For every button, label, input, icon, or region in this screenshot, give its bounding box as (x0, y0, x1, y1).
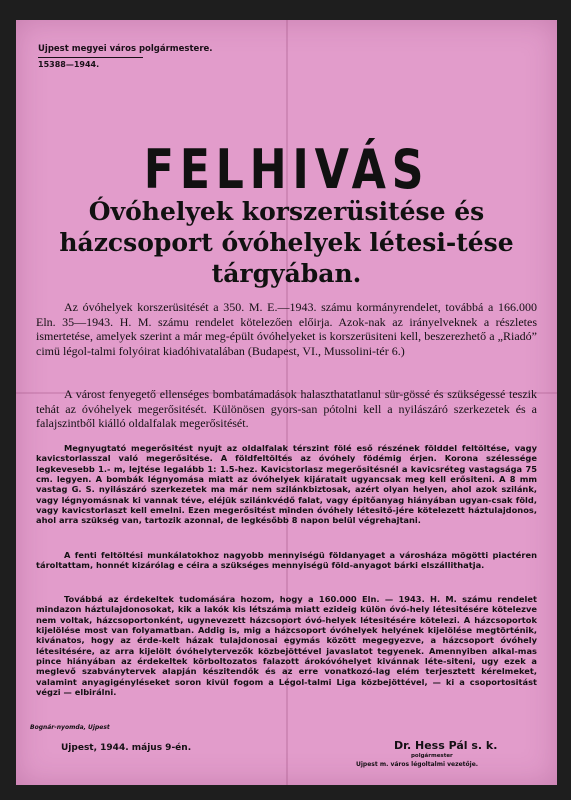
signer-title: polgármester (411, 753, 453, 759)
poster-sheet (16, 20, 557, 785)
notice-title: FELHIVÁS (143, 138, 430, 201)
paragraph-reinforcement: Megnyugtató megerősitést nyujt az oldalfalak térszint fölé eső részének földdel feltöltése, vagy kavicstorlasszal való megerősitése. A földfeltöltés az óvóhely födémig érjen. Korona szélessége legkevesebb 1.- m, lejtése legalább 1: 1.5-hez. Kavicstorlasz megerősitésnél a kavicsréteg vastagsága 75 cm. legyen. A bombák légnyomása miatt az óvóhelyek kijáratait ugyancsak meg kell erősiteni. A 8 mm vastag G. S. nyilászáró szerkezetek ma már nem szilánkbiztosak, azért olyan helyen, ahol azok szilánk, vagy légnyomásnak ki vannak téve, eléjük szilánkvédő falat, vagy épitőanyag hiányában ugyan-csak föld, vagy kavicstorlaszt kell emelni. Ezen megerősitést minden óvóhely létesitő-jére kötelezett háztulajdonos, ahol arra szükség van, tartozik azonnal, de legkésőbb 8 napon belül végrehajtani. (36, 443, 537, 526)
paragraph-regulations: Az óvóhelyek korszerüsitését a 350. M. E.—1943. számu kormányrendelet, továbbá a 166.000 Eln. 35—1943. H. M. számu rendelet kötelezően előirja. Azok-nak az irányelveknek a részletes ismertetése, amelyek szerint a már meg-épült óvóhelyeket is korszerüsiteni kell, beszerezhető a „Riadó” cimü légol-talmi folyóirat kiadóhivatalában (Budapest, VI., Mussolini-tér 6.) (36, 300, 537, 358)
paragraph-group-shelters: Továbbá az érdekeltek tudomására hozom, hogy a 160.000 Eln. — 1943. H. M. számu rendelet mindazon háztulajdonosokat, kik a lakók kis létszáma miatt ezideig külön óvó-hely létesitésére kötelezve nem voltak, házcsoportonként, ugynevezett házcsoport óvó-helyek létesitésére kötelezi. A házcsoportok kijelölése most van folyamatban. Addig is, mig a házcsoport óvóhelyek helyének kijelölése megtörténik, kivánatos, hogy az érde-kelt házak tulajdonosai egymás között megegyezve, a házcsoport óvóhely létesitésére, az arra kijelölt óvóhelytervezők közbejöttével javaslatot tegyenek. Amennyiben alkal-mas pince hiányában az érdekeltek körboltozatos falazott árokóvóhelyet kivánnak léte-siteni, ugy ezek a meglevő szabványtervek alapján készitendők és az erre vonatkozó-lag elém terjesztett kérelmeket, valamint anyagigényléseket soron kivül fogom a Légol-talmi Liga közbejöttével, — ki a csoportositást végzi — elbirálni. (36, 594, 537, 698)
paragraph-soil-material: A fenti feltöltési munkálatokhoz nagyobb mennyiségü földanyaget a városháza mögötti piactéren tároltattam, honnét kizárólag e céira a szükséges mennyiségü föld-anyagot bárki elszállithatja. (36, 550, 537, 571)
reference-number: 15388—1944. (38, 60, 100, 69)
signer-name: Dr. Hess Pál s. k. (394, 739, 498, 752)
paragraph-urgency: A várost fenyegető ellenséges bombatámadások halaszthatatlanul sür-gössé és szükségessé teszik tehát az óvóhelyek megerősitését. Különösen gyors-san pótolni kell a nyilászáró szerkezetek és a falajszintből kiálló oldalfalak megerősitését. (36, 387, 537, 431)
issuing-office: Ujpest megyei város polgármestere. (38, 44, 213, 54)
issue-date: Ujpest, 1944. május 9-én. (61, 743, 192, 753)
signer-role: Ujpest m. város légoltalmi vezetője. (356, 761, 479, 768)
office-underline (38, 57, 143, 58)
notice-subtitle: Óvóhelyek korszerüsitése és házcsoport óvóhelyek létesi-tése tárgyában. (59, 197, 514, 288)
printer-credit: Bognár-nyomda, Ujpest (30, 724, 110, 731)
